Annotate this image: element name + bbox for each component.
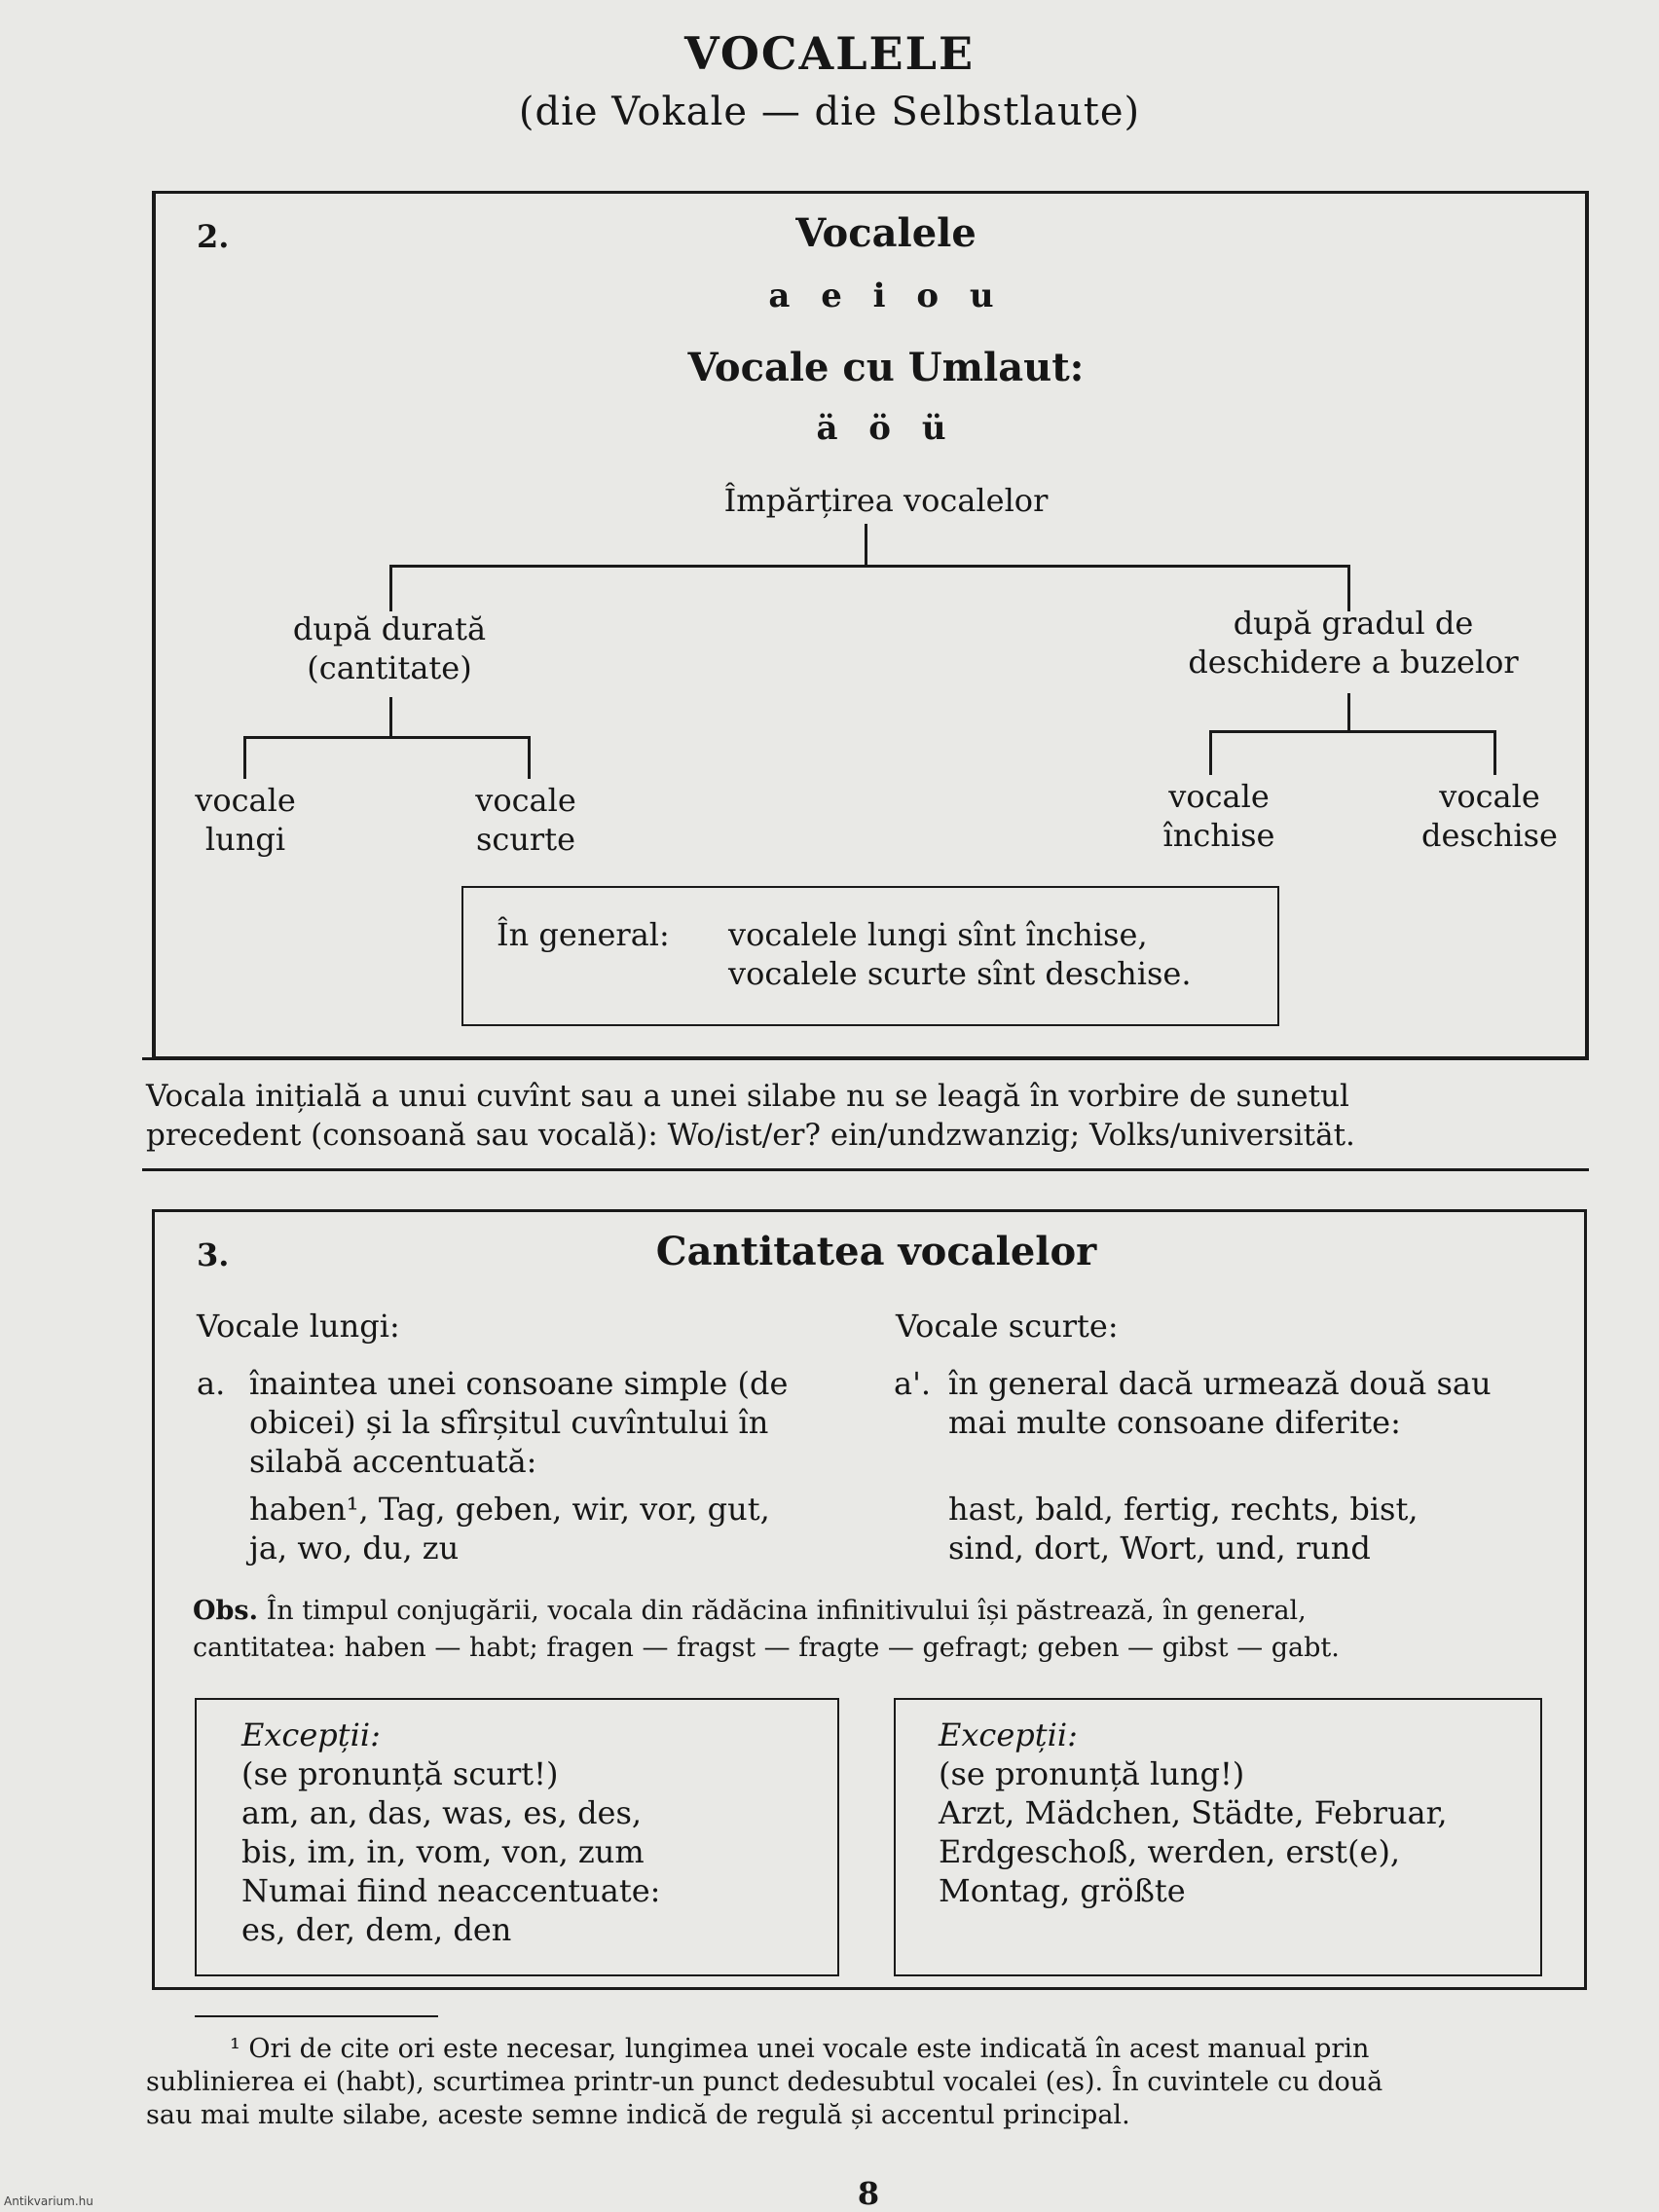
long-examples: haben¹, Tag, geben, wir, vor, gut, ja, wo, du, zu xyxy=(249,1491,770,1567)
section-2-heading: Vocalele xyxy=(795,210,977,256)
section-2-number: 2. xyxy=(197,218,230,255)
exceptions-short: Excepții: (se pronunță scurt!) am, an, das, was, es, des, bis, im, in, vom, von, zum Numai fiind neaccentuate: es, der, dem, den xyxy=(241,1716,661,1948)
exceptions-long: Excepții: (se pronunță lung!) Arzt, Mädchen, Städte, Februar, Erdgeschoß, werden, erst(e), Montag, größte xyxy=(939,1716,1448,1909)
branch-opening: după gradul de deschidere a buzelor xyxy=(1188,605,1519,681)
footnote: ¹ Ori de cite ori este necesar, lungimea unei vocale este indicată în acest manual prin sublinierea ei (habt), scurtimea printr-un punct dedesubtul vocalei (es). În cuvintele cu două sau mai multe silabe, aceste semne indică de regulă și accentul principal. xyxy=(146,2034,1383,2130)
diagram-connector xyxy=(243,736,246,779)
general-note-text: vocalele lungi sînt închise, vocalele scurte sînt deschise. xyxy=(728,916,1192,992)
long-rule-text: înaintea unei consoane simple (de obicei) și la sfîrșitul cuvîntului în silabă accentuată: xyxy=(249,1365,789,1480)
short-examples: hast, bald, fertig, rechts, bist, sind, dort, Wort, und, rund xyxy=(948,1491,1419,1567)
leaf-open-vowels: vocale deschise xyxy=(1421,778,1558,854)
separator-line xyxy=(142,1168,1589,1171)
general-note-label: În general: xyxy=(497,916,670,953)
leaf-long-vowels: vocale lungi xyxy=(195,782,296,858)
diagram-connector xyxy=(1209,730,1495,733)
page-title: VOCALELE xyxy=(683,27,976,80)
diagram-connector xyxy=(389,697,392,736)
diagram-connector xyxy=(389,565,392,611)
diagram-connector xyxy=(1493,730,1496,775)
section-3-heading: Cantitatea vocalelor xyxy=(655,1229,1097,1274)
leaf-short-vowels: vocale scurte xyxy=(475,782,576,858)
initial-vowel-note: Vocala inițială a unui cuvînt sau a unei silabe nu se leagă în vorbire de sunetul precedent (consoană sau vocală): Wo/ist/er? ein/undzwanzig; Volks/universität. xyxy=(146,1079,1355,1153)
diagram-connector xyxy=(243,736,530,739)
umlaut-letters: ä ö ü xyxy=(816,409,956,448)
diagram-connector xyxy=(1347,693,1350,730)
short-rule-marker: a'. xyxy=(894,1365,932,1402)
page-subtitle: (die Vokale — die Selbstlaute) xyxy=(518,90,1141,134)
long-rule-marker: a. xyxy=(197,1365,226,1402)
section-3-number: 3. xyxy=(197,1236,230,1273)
diagram-connector xyxy=(389,565,1349,568)
short-vowels-title: Vocale scurte: xyxy=(896,1308,1119,1345)
short-rule-text: în general dacă urmează două sau mai multe consoane diferite: xyxy=(948,1365,1492,1441)
umlaut-heading: Vocale cu Umlaut: xyxy=(687,345,1085,390)
page-number: 8 xyxy=(857,2175,880,2212)
branch-duration: după durată (cantitate) xyxy=(292,610,487,686)
footnote-rule xyxy=(195,2015,438,2017)
observation: Obs. În timpul conjugării, vocala din rădăcina infinitivului își păstrează, în general, cantitatea: haben — habt; fragen — fragst — fragte — gefragt; geben — gibst — gabt. xyxy=(193,1596,1340,1663)
diagram-connector xyxy=(865,524,867,565)
diagram-root: Împărțirea vocalelor xyxy=(723,482,1049,519)
diagram-connector xyxy=(528,736,531,779)
separator-line xyxy=(142,1057,1589,1060)
watermark: Antikvarium.hu xyxy=(4,2194,93,2208)
long-vowels-title: Vocale lungi: xyxy=(197,1308,400,1345)
observation-label: Obs. xyxy=(193,1596,258,1626)
leaf-closed-vowels: vocale închise xyxy=(1162,778,1275,854)
diagram-connector xyxy=(1209,730,1212,775)
vowels-letters: a e i o u xyxy=(768,276,1004,315)
